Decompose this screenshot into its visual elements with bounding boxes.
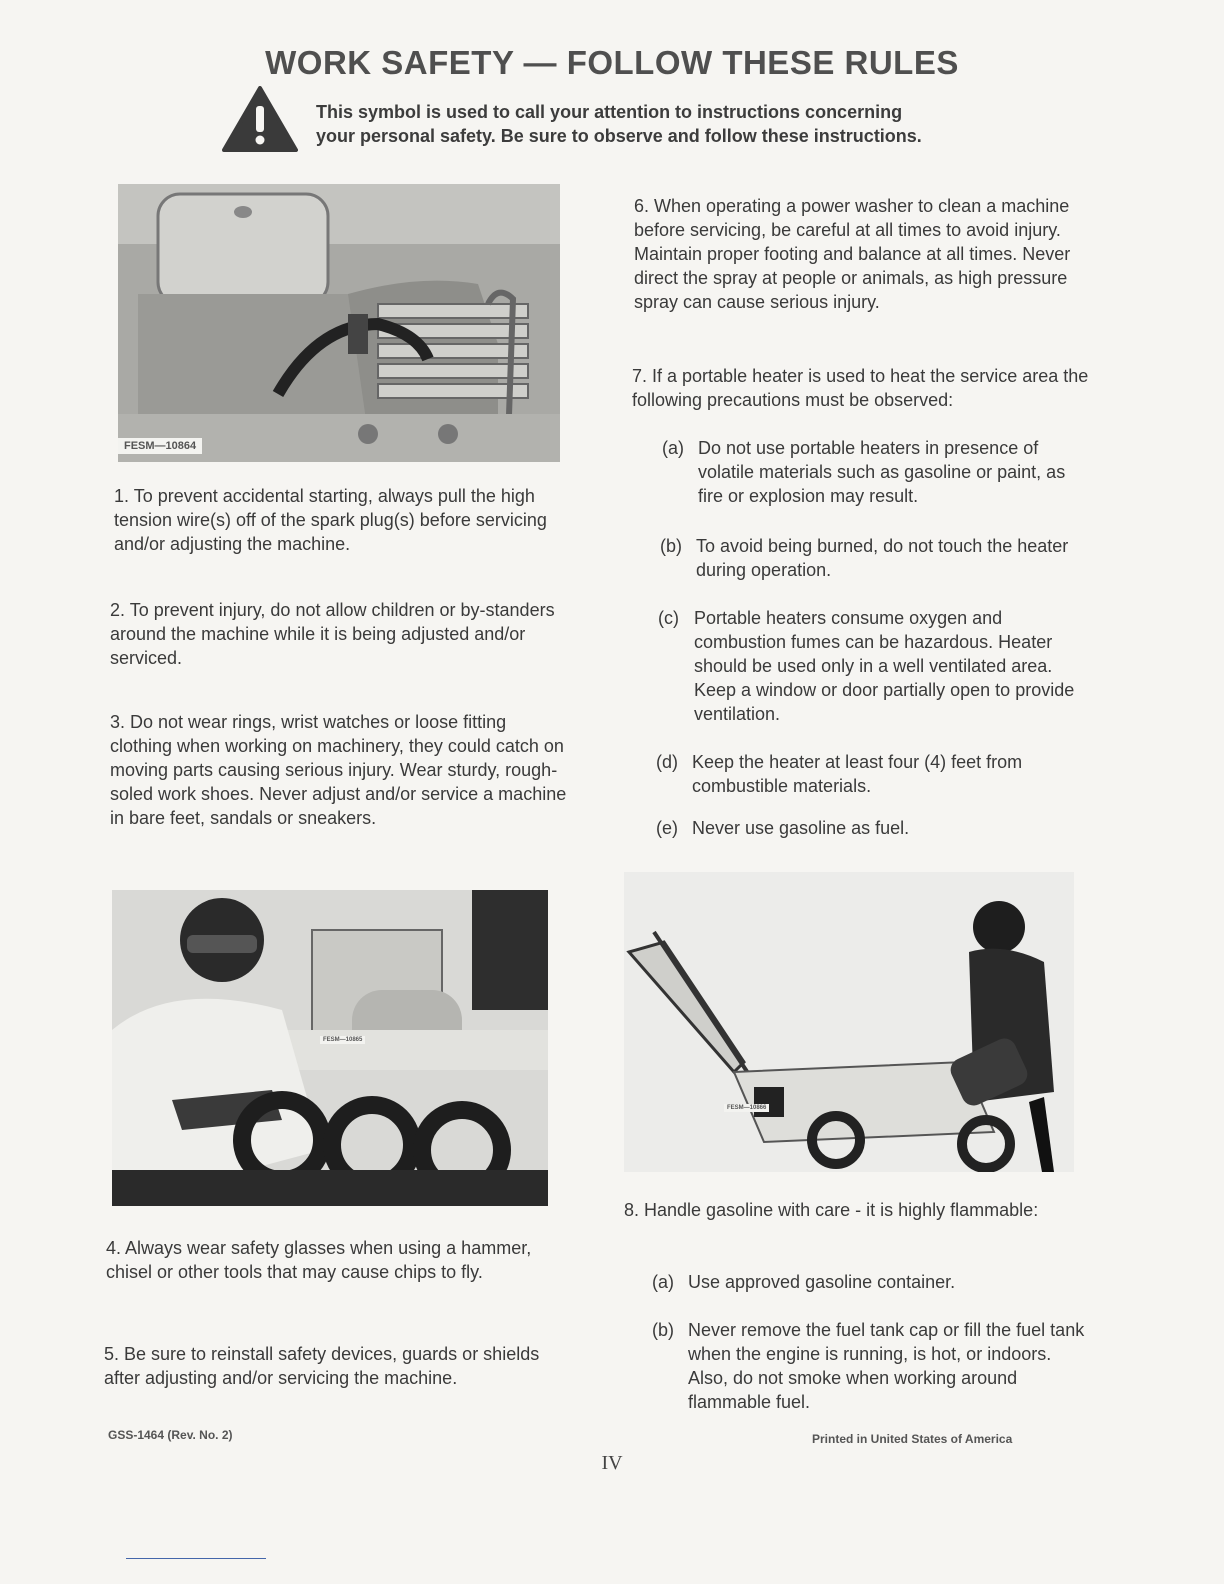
safety-symbol-notice xyxy=(316,100,1016,148)
rule-7e xyxy=(656,816,1092,840)
item-letter: (a) xyxy=(662,438,684,458)
rule-7c xyxy=(658,606,1078,726)
item-text: Use approved gasoline container. xyxy=(688,1272,956,1292)
rule-7: 7. If a portable heater is used to heat the service area the following precautions must be observed: xyxy=(632,366,1089,410)
rule-8a xyxy=(652,1270,1082,1294)
item-text: Never use gasoline as fuel. xyxy=(692,818,910,838)
rule-1: 1. To prevent accidental starting, always pull the high tension wire(s) off of the spark plug(s) before servicing and/or adjusting the machine. xyxy=(114,486,547,554)
form-number: GSS-1464 (Rev. No. 2) xyxy=(108,1428,233,1442)
item-letter: (e) xyxy=(656,818,678,838)
item-letter: (a) xyxy=(652,1272,674,1292)
rule-2: 2. To prevent injury, do not allow children or by-standers around the machine while it is being adjusted and/or serviced. xyxy=(110,600,555,668)
item-text: Do not use portable heaters in presence of volatile materials such as gasoline or paint, as fire or explosion may result. xyxy=(698,438,1066,506)
rule-7d xyxy=(656,750,1092,798)
notice-line-2: your personal safety. Be sure to observe and follow these instructions. xyxy=(316,126,922,146)
rule-8: 8. Handle gasoline with care - it is highly flammable: xyxy=(624,1200,1039,1220)
item-text: Never remove the fuel tank cap or fill the fuel tank when the engine is running, is hot, or indoors. Also, do not smoke when working around flammable fuel. xyxy=(688,1320,1085,1412)
page-title: WORK SAFETY — FOLLOW THESE RULES xyxy=(265,44,959,81)
rule-6: 6. When operating a power washer to clean a machine before servicing, be careful at all times to avoid injury. Maintain proper footing and balance at all times. Never direct the spray at people or animals, as high pressure spray can cause serious injury. xyxy=(634,196,1071,312)
printed-notice: Printed in United States of America xyxy=(812,1432,1013,1446)
warning-triangle-icon xyxy=(222,86,298,152)
mower-refueling-photo xyxy=(624,872,1074,1172)
rule-3: 3. Do not wear rings, wrist watches or loose fitting clothing when working on machinery, they could catch on moving parts causing serious injury. Wear sturdy, rough-soled work shoes. Never adjust and/or service a machine in bare feet, sandals or sneakers. xyxy=(110,712,567,828)
figure-label: FESM—10864 xyxy=(118,438,202,454)
footer-divider xyxy=(126,1558,266,1559)
item-letter: (d) xyxy=(656,752,678,772)
item-text: To avoid being burned, do not touch the heater during operation. xyxy=(696,536,1069,580)
safety-glasses-photo xyxy=(112,890,548,1206)
item-letter: (b) xyxy=(660,536,682,556)
notice-line-1: This symbol is used to call your attention to instructions concerning xyxy=(316,102,903,122)
item-letter: (c) xyxy=(658,608,679,628)
rule-7b xyxy=(660,534,1080,582)
item-letter: (b) xyxy=(652,1320,674,1340)
rule-4: 4. Always wear safety glasses when using a hammer, chisel or other tools that may cause chips to fly. xyxy=(106,1238,532,1282)
figure-label: FESM—10866 xyxy=(724,1104,769,1112)
rule-7a xyxy=(662,436,1082,508)
rule-5: 5. Be sure to reinstall safety devices, guards or shields after adjusting and/or servicing the machine. xyxy=(104,1344,540,1388)
rule-8b xyxy=(652,1318,1088,1414)
figure-label: FESM—10865 xyxy=(320,1036,365,1044)
engine-spark-plug-photo xyxy=(118,184,560,462)
item-text: Keep the heater at least four (4) feet from combustible materials. xyxy=(692,752,1023,796)
item-text: Portable heaters consume oxygen and combustion fumes can be hazardous. Heater should be used only in a well ventilated area. Keep a window or door partially open to provide ventilation. xyxy=(694,608,1075,724)
page-number: IV xyxy=(601,1452,623,1474)
